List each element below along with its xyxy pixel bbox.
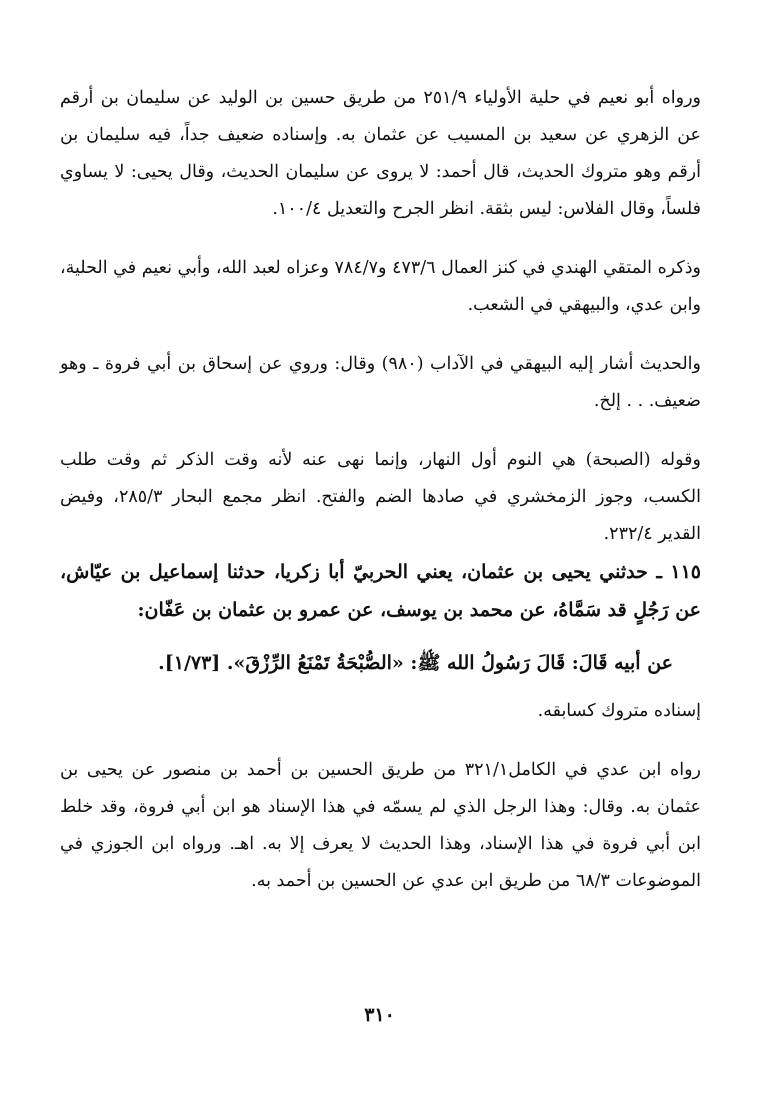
paragraph-bayhaqi-adab: والحديث أشار إليه البيهقي في الآداب (٩٨٠) وقال: وروي عن إسحاق بن أبي فروة ـ وهو ضعيف. . . إلخ. [60, 354, 701, 411]
hadith-115-text: عن أبيه قَالَ: قَالَ رَسُولُ الله ﷺ: «الصُّبْحَةُ تَمْنَعُ الرِّزْقَ». [١/٧٣]. [158, 652, 673, 674]
paragraph-subha-explanation: وقوله (الصبحة) هي النوم أول النهار، وإنما نهى عنه لأنه وقت الذكر ثم وقت طلب الكسب، وجوز الزمخشري في صادها الضم والفتح. انظر مجمع البحار ٢٨٥/٣، وفيض القدير ٢٣٢/٤. [60, 450, 701, 544]
hadith-115-chain: ١١٥ ـ حدثني يحيى بن عثمان، يعني الحربيّ أبا زكريا، حدثنا إسماعيل بن عيّاش، عن رَجُلٍ قد سَمَّاهُ، عن محمد بن يوسف، عن عمرو بن عثمان بن عَفّان: [60, 561, 701, 621]
note-isnad-grading: إسناده متروك كسابقه. [537, 701, 701, 721]
paragraph-kanz-al-ummal: وذكره المتقي الهندي في كنز العمال ٤٧٣/٦ و٧٨٤/٧ وعزاه لعبد الله، وأبي نعيم في الحلية، وابن عدي، والبيهقي في الشعب. [60, 258, 701, 315]
note-ibn-adi-kamil: رواه ابن عدي في الكامل٣٢١/١ من طريق الحسين بن أحمد بن منصور عن يحيى بن عثمان به. وقال: وهذا الرجل الذي لم يسمّه في هذا الإسناد هو ابن أبي فروة، وقد خلط ابن أبي فروة في هذا الإسناد، وهذا الحديث لا يعرف إلا به. اهـ. ورواه ابن الجوزي في الموضوعات ٦٨/٣ من طريق ابن عدي عن الحسين بن أحمد به. [60, 760, 701, 891]
paragraph-abu-nuaym-narration: ورواه أبو نعيم في حلية الأولياء ٢٥١/٩ من طريق حسين بن الوليد عن سليمان بن أرقم عن الزهري عن سعيد بن المسيب عن عثمان به. وإسناده ضعيف جداً، فيه سليمان بن أرقم وهو متروك الحديث، قال أحمد: لا يروى عن سليمان الحديث، وقال يحيى: لا يساوي فلساً، وقال الفلاس: ليس بثقة. انظر الجرح والتعديل ١٠٠/٤. [60, 88, 701, 219]
page-number: ٣١٠ [364, 1004, 395, 1026]
